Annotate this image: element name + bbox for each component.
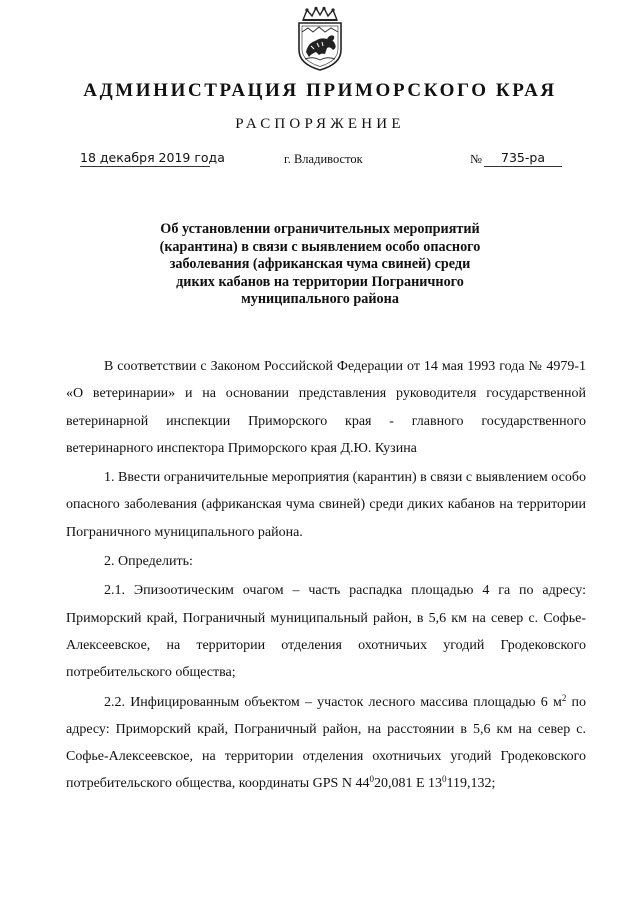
text-run: 2.2. Инфицированным объектом – участок лесного массива площадью 6 м [104, 694, 562, 710]
document-meta [0, 150, 640, 172]
superscript: 0 [442, 774, 447, 785]
subject-line: Об установлении ограничительных мероприятий [160, 221, 480, 237]
subject-line: муниципального района [241, 291, 399, 308]
paragraph-intro: В соответствии с Законом Российской Федерации от 14 мая 1993 года № 4979-1 «О ветеринарии» и на основании представления руководителя государственной ветеринарной инспекции Приморского края - главного государственного ветеринарного инспектора Приморского края Д.Ю. Кузина [66, 359, 586, 456]
paragraph-item-2-2 [66, 689, 586, 798]
subject-line: (карантина) в связи с выявлением особо опасного [159, 238, 481, 255]
subject-line: диких кабанов на территории Пограничного [176, 273, 464, 290]
superscript: 2 [561, 692, 567, 703]
subject-line: заболевания (африканская чума свиней) среди [169, 256, 471, 273]
paragraph-item-1: 1. Ввести ограничительные мероприятия (карантин) в связи с выявлением особо опасного заболевания (африканская чума свиней) среди диких кабанов на территории Пограничного муниципального района. [66, 470, 586, 540]
document-body [66, 353, 586, 798]
document-date: 18 декабря 2019 года [80, 150, 225, 165]
text-run: 20,081 E 13 [373, 776, 443, 792]
document-number: 735-ра [484, 150, 562, 167]
text-run: 119,132; [446, 776, 496, 792]
document-city: г. Владивосток [284, 152, 363, 166]
paragraph-item-2: 2. Определить: [104, 554, 193, 570]
document-type: РАСПОРЯЖЕНИЕ [235, 116, 405, 132]
superscript: 0 [369, 774, 374, 785]
coat-of-arms-icon [291, 6, 349, 72]
paragraph-item-2-1: 2.1. Эпизоотическим очагом – часть распадка площадью 4 га по адресу: Приморский край, Пограничный муниципальный район, в 5,6 км на север с. Софье-Алексеевское, на территории отделения охотничьих угодий Гродековского потребительского общества; [66, 583, 586, 681]
document-number-label: № [470, 152, 482, 166]
document-subject [120, 221, 520, 309]
organization-title: АДМИНИСТРАЦИЯ ПРИМОРСКОГО КРАЯ [83, 80, 557, 101]
text-run: по адресу: Приморский край, Пограничный район, на расстоянии в 5,6 км на север с. Софье-Алексеевское, на территории отделения охотничьих угодий Гродековского потребительского общества, координаты GPS N 44 [66, 694, 586, 792]
